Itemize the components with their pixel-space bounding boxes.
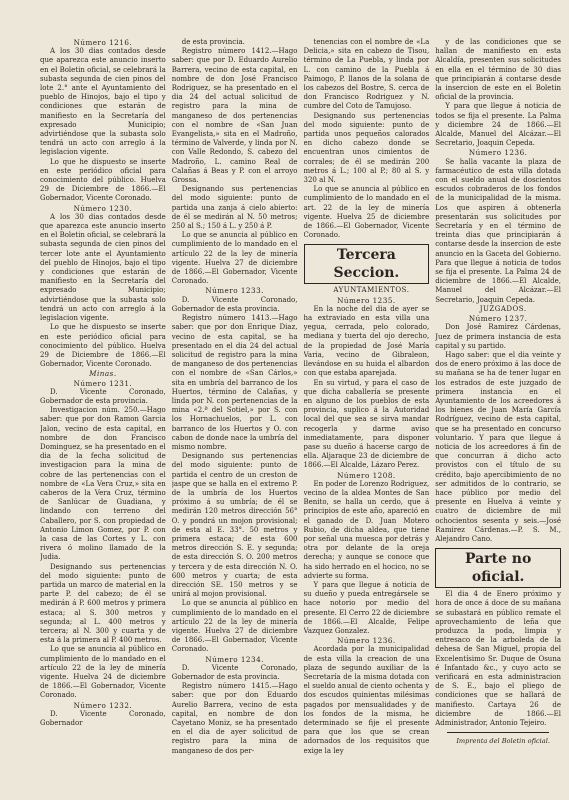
notice-text: Designando sus pertenencias del modo siguiente: punto de partida el centro de un creston de jaspe que se halla en el extremo P. de la umbría de los Huertos próximo á su umbría; de él se medirán 120 metros dirección 56° O. y pondrá un mojon provisional; de esta al E. 33°. 50 metros y primera estaca; de esta 600 metros dirección S. E. y segunda; de esta dirección S. O. 200 metros y tercera y de esta dirección N. O. 600 metros y cuarta; de esta dirección SE. 150 metros y se unirá al mojon provisional. (171, 452, 298, 599)
notice-number: Número 1231. (73, 378, 133, 388)
notice-number: Número 1230. (73, 203, 133, 213)
notice-text: Don José Ramirez Cárdenas, Juez de primera instancia de esta capital y su partido. (435, 323, 561, 350)
column-4 (435, 38, 561, 792)
notice-text: Designando sus pertenencias del modo siguiente: punto de partida un marco de material en la parte P. del cabezo; de él se medirán á P. 600 metros y primera estaca; al S. 300 metros y segunda; al L. 400 metros y tercera; al N. 300 y cuarta y de esta á la primera al P. 400 metros. (40, 562, 166, 645)
notice-number: Número 1236. (468, 148, 528, 158)
section-minas: Minas. (89, 369, 117, 379)
notice-text: Registro número 1412.—Hago saber: que por D. Eduardo Aurelio Barrera, vecino de esta capital, en nombre de don José Francisco Rodriguez, se ha presentado en el dia 24 del actual solicitud de registro para la mina de manganeso de dos pertenencias con el nombre de «San Juan Evangelista,» sita en el Madroño, término de Valverde, y linda por N. con Valle Redondo, S. cabezo del Madroño, L. camino Real de Calañas á Beas y P. con el arroyo Grossa. (171, 47, 298, 185)
notice-text: A los 30 dias contados desde que aparezca este anuncio inserto en el Boletin oficial, se celebrará la subasta segunda de cien pinos del tercer lote ante el Ayuntamiento del pueblo de Hinojos, bajo el tipo y condiciones que estarán de manifiesto en la Secretaría del expresado Municipio; advirtiéndose que la subasta solo tendrá un acto con arreglo á la legislacion vigente. (40, 212, 166, 323)
notice-text: Designando sus pertenencias del modo siguiente: punto de partida una zanja á cielo abierto: de él se medirán al N. 50 metros; 250 al S.; 150 á L. y 250 á P. (171, 185, 298, 231)
notice-text: Lo que se anuncia al público en cumplimiento de lo mandado en el artículo 22 de la ley de minería vigente. Huelva 24 de diciembre de 1866.—El Gobernador, Vicente Coronado. (40, 645, 166, 700)
notice-number: Número 1237. (468, 314, 528, 324)
notice-number: Número 1233. (205, 286, 264, 296)
notice-text: de esta provincia. (181, 38, 245, 46)
notice-text: Lo que se anuncia al público en cumplimiento de lo mandado en el artículo 22 de la ley de minería vigente. Huelva 27 de diciembre de 1866.—El Gobernador, Vicente Coronado. (171, 599, 298, 654)
notice-number: Número 1216. (73, 38, 133, 47)
subsection-juzgados: JUZGADOS. (479, 304, 527, 313)
notice-text: Y para que llegue á noticia de su dueño y pueda entregársele se hace notorio por medio del presente. El Cerro 22 de diciembre de 1866.—El Alcalde, Felipe Vazquez Gonzalez. (303, 580, 430, 635)
notice-text: D. Vicente Coronado, Gobernador de esta provincia. (40, 387, 166, 405)
notice-text: y de las condiciones que se hallan de manifiesto en esta Alcaldía, presenten sus solicitudes en ella en el término de 30 dias que principiarán á contarse desde la insercion de este en el Boletin oficial de la provincia. (435, 38, 561, 102)
column-2 (172, 38, 298, 792)
notice-text: D. Vicente Coronado, Gobernador (40, 709, 166, 728)
notice-text: Investigacion núm. 250.—Hago saber: que por don Ramon Garcia Jalon, vecino de esta capital, en nombre de don Francisco Dominguez, se ha presentado en el dia de la fecha solicitud de investigacion para la mina de cobre de las pertenencias con el nombre de «La Vera Cruz,» sita en caberos de la Vera Cruz, término de Sanlúcar de Guadiana, y lindando con terreno del Caballero, por S. con propiedad de Antonio Limon Gomez, por P. con la casa de las Cortes y L. con rivera ó molino llamado de la Judia. (40, 406, 166, 562)
notice-number: Número 1234. (205, 654, 264, 664)
section-title-tercera: Tercera Seccion. (304, 244, 430, 284)
notice-text: En poder de Lorenzo Rodriguez, vecino de la aldea Montes de San Benito, se halla un cerdo, que á principios de este año, apareció en el ganado de D. Juan Motero Rubio, de dicha aldea, que tiene por señal una muesca por detrás y otra por delante de la oreja derecha; y aunque se conoce que ha sido herrado en el hocico, no se advierte su forma. (303, 479, 430, 580)
notice-text: En su virtud, y para el caso de que dicha caballería se presente en alguno de los pueblos de esta provincia, suplico á la Autoridad local del que sea se sirva mandar recogerla y darme aviso inmediatamente, para disponer pase su dueño á hacerse cargo de ella. Aljaraque 23 de diciembre de 1866.—El Alcalde, Lázaro Perez. (303, 378, 430, 470)
notice-text: Lo que se anuncia al público en cumplimiento de lo mandado en el artículo 22 de la ley de minería vigente. Huelva 27 de diciembre de 1866.—El Gobernador, Vicente Coronado. (171, 231, 298, 286)
notice-text: Hago saber: que el dia veinte y dos de enero próximo á las doce de su mañana se ha de tener lugar en los estrados de este juzgado de primera instancia en el Ayuntamiento de los acreedores á los bienes de Juan María García Rodríguez, vecino de esta capital, que se ha presentado en concurso voluntario. Y para que llegue á noticia de los acreedores á fin de que concurran á dicho acto provistos con el título de su crédito, bajo apercibimiento de no ser admitidos de lo contrario, se hace público por medio del presente en Huelva á veinte y cuatro de diciembre de mil ochocientos sesenta y seis.—José Ramirez Cárdenas.—P. S. M., Alejandro Cano. (435, 350, 561, 543)
notice-text: Registro número 1413.—Hago saber: que por don Enrique Diaz, vecino de esta capital, se ha presentado en el dia 24 del actual solicitud de registro para la mina de manganeso de dos pertenencias con el nombre de «San Cárlos,» sita en umbría del barranco de los Huertos, término de Calañas, y linda por N. con pertenencias de la mina «2.ª del Sotiel,» por S. con los Hornachuelos, por L. con barranco de los Huertos y O. con cabon de donde nace la umbría del mismo nombre. (171, 314, 298, 451)
column-3 (304, 38, 430, 792)
notice-text: Acordada por la municipalidad de esta villa la creacion de una plaza de segundo auxiliar de la Secretaría de la misma dotada con el sueldo anual de ciento ochenta y dos escudos quinientas milésimas pagados por mensualidades y de los fondos de la misma, he determinado se fije el presente para que los que se crean adornados de los requisitos que exige la ley (303, 645, 430, 755)
notice-number: Número 1236. (337, 636, 396, 646)
notice-text: Lo que he dispuesto se inserte en este periódico oficial para conocimiento del público. Huelva 29 de Diciembre de 1866.—El Gobernador, Vicente Coronado. (40, 323, 166, 369)
subsection-ayuntamientos: AYUNTAMIENTOS. (333, 286, 410, 295)
notice-text: Lo que se anuncia al público en cumplimiento de lo mandado en el art. 22 de la ley de minería vigente. Huelva 25 de diciembre de 1866.—El Gobernador, Vicente Coronado. (303, 185, 430, 240)
divider (447, 732, 549, 733)
notice-text: Designando sus pertenencias del modo siguiente: punto de partida unos pequeños calorados en dicho cabezo donde se encuentran unos cimientos de corrales; de él se medirán 200 metros á L.; 100 al P.; 80 al S. y 320 al N. (303, 111, 430, 185)
notice-text: D. Vicente Coronado, Gobernador de esta provincia. (171, 295, 298, 313)
notice-text: Registro número 1415.—Hago saber: que por don Eduardo Aurelio Barrera, vecino de esta capital, en nombre de don Cayetano Moniz, se ha presentado en el dia de ayer solicitud de registro para la mina de manganeso de dos per- (171, 682, 298, 755)
notice-text: Lo que he dispuesto se inserte en este periódico oficial para conocimiento del público. Huelva 29 de Diciembre de 1866.—El Gobernador, Vicente Coronado. (40, 157, 166, 203)
notice-text: Y para que llegue á noticia de todos se fija el presente. La Palma y diciembre 24 de 1866.—El Alcalde, Manuel del Alcázar.—El Secretario, Joaquin Cepeda. (435, 102, 561, 148)
notice-number: Número 1235. (337, 295, 396, 305)
notice-text: Se halla vacante la plaza de farmacéutico de esta villa dotada con el sueldo anual de doscientos escudos cobraderos de los fondos de la municipalidad de la misma. Los que aspiren á obtenerla presentarán sus solicitudes por Secretaría y en el término de treinta dias que principiarán á contarse desde la insercion de este anuncio en la Gaceta del Gobierno. Para que llegue á noticia de todos se fija el presente. La Palma 24 de diciembre de 1866.—El Alcalde, Manuel del Alcázar.—El Secretario, Joaquin Cepeda. (435, 157, 561, 304)
printer-footer: Imprenta del Boletin oficial. (456, 737, 550, 746)
notice-text: A los 30 dias contados desde que aparezca este anuncio inserto en el Boletin oficial, se celebrará la subasta segunda de cien pinos del lote 2.° ante el Ayuntamiento del pueblo de Hinojos, bajo el tipo y condiciones que estarán de manifiesto en la Secretaría del expresado Municipio; advirtiéndose que la subasta solo tendrá un acto con arreglo á la legislacion vigente. (40, 47, 166, 157)
notice-text: tenencias con el nombre de «La Delicia,» sita en cabezo de Tisou, término de La Puebla, y linda por L. con camino de la Puebla á Paimogo, P. llanos de la solana de los cabezos del Bostre, S. cerca de don Francisco Rodriguez y N. cumbre del Coto de Tamujoso. (303, 38, 430, 111)
notice-text: En la noche del dia de ayer se ha extraviado en esta villa una yegua, cerrada, pelo colorado, mediana y tuerta del ojo derecho, de la propiedad de José María Varia, vecino de Gibraleon, llevándose en su huida el albardon con que estaba aparejada. (303, 304, 430, 378)
column-1 (40, 38, 166, 792)
notice-number: Número 1208. (337, 470, 396, 480)
notice-text: D. Vicente Coronado, Gobernador de esta provincia. (171, 663, 298, 682)
notice-text: El dia 4 de Enero próximo y hora de once á doce de su mañana se subastará en público remate el aprovechamiento de leña que produzca la poda, limpia y entresaco de la arboleda de la dehesa de San Miguel, propia del Excelentísimo Sr. Duque de Osuna é Infantado &c., y cuyo acto se verificará en esta administracion de S. E., bajo el pliego de condiciones que se hallará de manifiesto. Cartaya 26 de diciembre de 1866.—El Administrador, Antonio Tejeiro. (435, 590, 561, 728)
notice-number: Número 1232. (73, 700, 133, 710)
section-title-no-oficial: Parte no oficial. (435, 548, 561, 588)
